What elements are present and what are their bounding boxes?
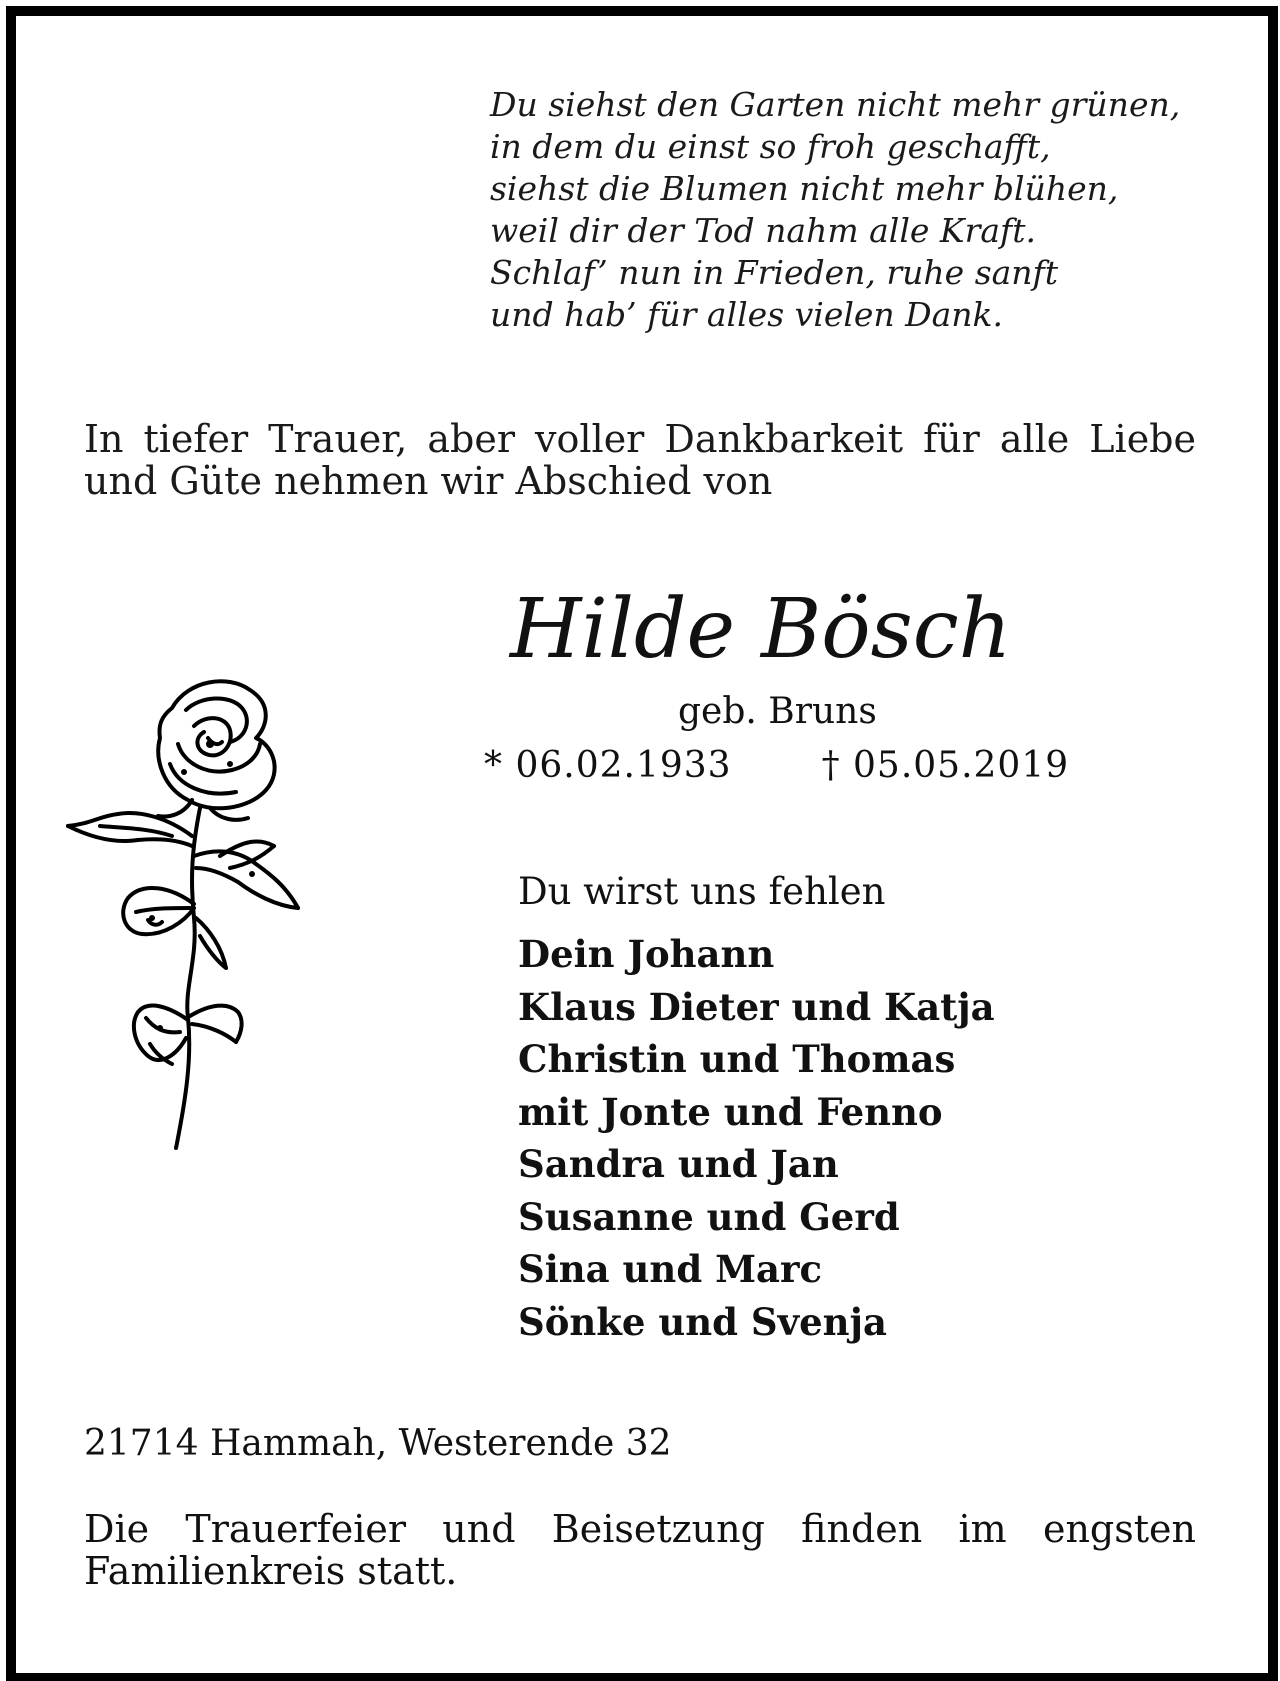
notice-line: Familienkreis statt. bbox=[84, 1549, 458, 1593]
poem-line: weil dir der Tod nahm alle Kraft. bbox=[490, 211, 1036, 250]
funeral-notice bbox=[84, 1508, 1196, 1592]
notice-line: Die Trauerfeier und Beisetzung finden im engsten bbox=[84, 1507, 1196, 1551]
mourner-name: Sandra und Jan bbox=[518, 1142, 839, 1186]
mourners-heading: Du wirst uns fehlen bbox=[518, 870, 886, 913]
birth-date: * 06.02.1933 bbox=[484, 745, 732, 786]
death-date: † 05.05.2019 bbox=[821, 745, 1070, 786]
rose-icon bbox=[60, 668, 320, 1158]
mourner-name: Susanne und Gerd bbox=[518, 1194, 900, 1239]
intro-line: und Güte nehmen wir Abschied von bbox=[84, 459, 773, 503]
mourner-name: Klaus Dieter und Katja bbox=[518, 984, 995, 1029]
maiden-name: geb. Bruns bbox=[678, 691, 877, 732]
mourner-name: Christin und Thomas bbox=[518, 1037, 956, 1081]
mourner-name: Sina und Marc bbox=[518, 1247, 823, 1291]
address: 21714 Hammah, Westerende 32 bbox=[84, 1423, 672, 1464]
life-dates bbox=[484, 744, 1069, 788]
poem-line: in dem du einst so froh geschafft, bbox=[490, 127, 1051, 166]
poem-line: siehst die Blumen nicht mehr blühen, bbox=[490, 169, 1119, 208]
mourner-name: Sönke und Svenja bbox=[518, 1299, 887, 1344]
deceased-name: Hilde Bösch bbox=[510, 582, 1012, 677]
mourner-name: Dein Johann bbox=[518, 932, 775, 976]
mourners-list bbox=[518, 928, 995, 1348]
mourner-name: mit Jonte und Fenno bbox=[518, 1089, 943, 1134]
intro-line: In tiefer Trauer, aber voller Dankbarkeit für alle Liebe bbox=[84, 417, 1196, 461]
intro-text bbox=[84, 418, 1196, 502]
poem-line: Du siehst den Garten nicht mehr grünen, bbox=[490, 85, 1181, 124]
poem-line: Schlaf’ nun in Frieden, ruhe sanft bbox=[490, 253, 1059, 292]
poem-line: und hab’ für alles vielen Dank. bbox=[490, 295, 1004, 334]
poem bbox=[490, 84, 1180, 336]
